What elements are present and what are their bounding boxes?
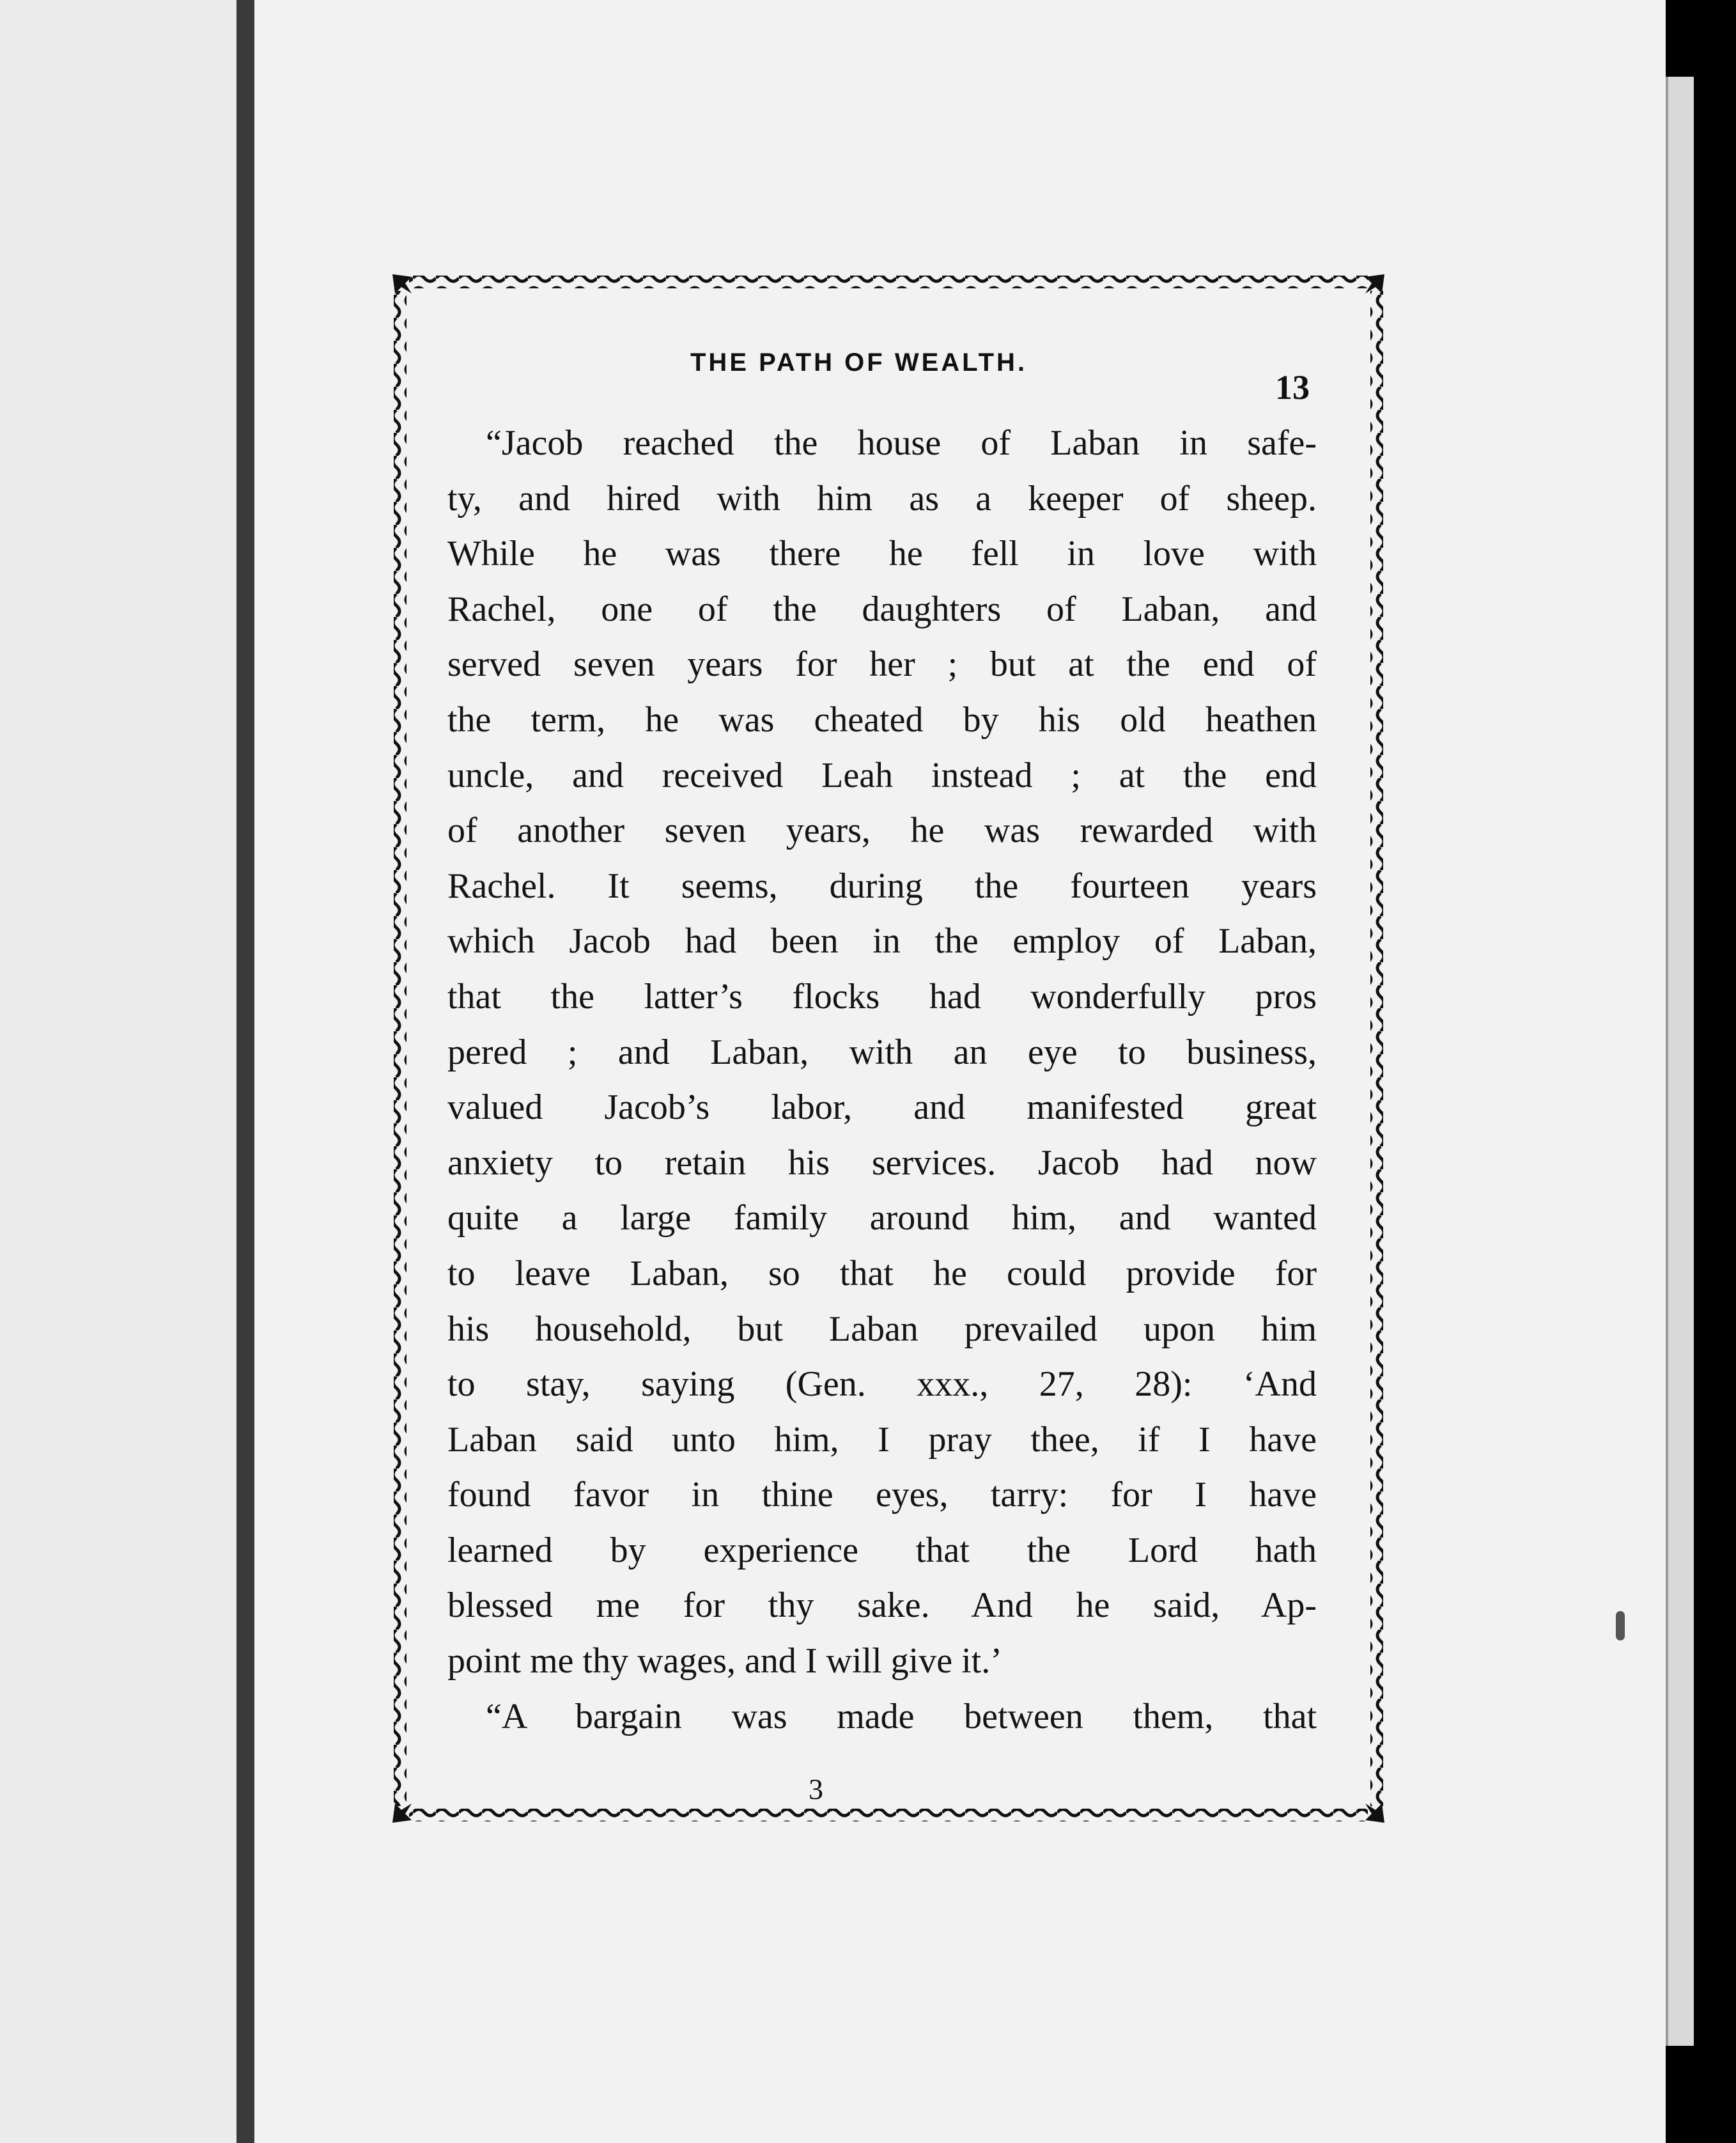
page-number: 13 bbox=[1275, 368, 1310, 407]
text-line: blessed me for thy sake. And he said, Ap- bbox=[447, 1586, 1317, 1626]
text-line: which Jacob had been in the employ of Laban, bbox=[447, 921, 1317, 962]
body-text bbox=[447, 416, 1317, 1744]
text-line: Rachel. It seems, during the fourteen years bbox=[447, 866, 1317, 906]
ink-smudge bbox=[1616, 1611, 1625, 1640]
text-line: quite a large family around him, and wanted bbox=[447, 1198, 1317, 1238]
text-line: to stay, saying (Gen. xxx., 27, 28): ‘And bbox=[447, 1364, 1317, 1405]
text-line: learned by experience that the Lord hath bbox=[447, 1530, 1317, 1570]
text-line: ty, and hired with him as a keeper of sheep. bbox=[447, 478, 1317, 518]
text-line: uncle, and received Leah instead ; at the end bbox=[447, 755, 1317, 795]
text-line: the term, he was cheated by his old heathen bbox=[447, 699, 1317, 740]
text-line: “Jacob reached the house of Laban in safe- bbox=[486, 423, 1317, 463]
text-line: valued Jacob’s labor, and manifested great bbox=[447, 1087, 1317, 1128]
text-line: anxiety to retain his services. Jacob had now bbox=[447, 1142, 1317, 1183]
text-line: served seven years for her ; but at the end of bbox=[447, 644, 1317, 685]
text-line: his household, but Laban prevailed upon him bbox=[447, 1309, 1317, 1349]
text-line: pered ; and Laban, with an eye to business, bbox=[447, 1032, 1317, 1072]
text-line: to leave Laban, so that he could provide for bbox=[447, 1253, 1317, 1293]
running-head: THE PATH OF WEALTH. bbox=[690, 348, 1028, 377]
text-line: found favor in thine eyes, tarry: for I have bbox=[447, 1475, 1317, 1515]
book-gutter bbox=[236, 0, 254, 2143]
text-line: “A bargain was made between them, that bbox=[486, 1696, 1317, 1736]
text-line: point me thy wages, and I will give it.’ bbox=[447, 1641, 1002, 1681]
signature-mark: 3 bbox=[809, 1773, 823, 1805]
text-line: that the latter’s flocks had wonderfully pros bbox=[447, 976, 1317, 1017]
text-line: of another seven years, he was rewarded with bbox=[447, 811, 1317, 851]
page-edge bbox=[1666, 77, 1694, 2046]
text-line: Laban said unto him, I pray thee, if I have bbox=[447, 1419, 1317, 1460]
left-page bbox=[0, 0, 236, 2143]
text-line: Rachel, one of the daughters of Laban, and bbox=[447, 589, 1317, 629]
text-line: While he was there he fell in love with bbox=[447, 534, 1317, 574]
